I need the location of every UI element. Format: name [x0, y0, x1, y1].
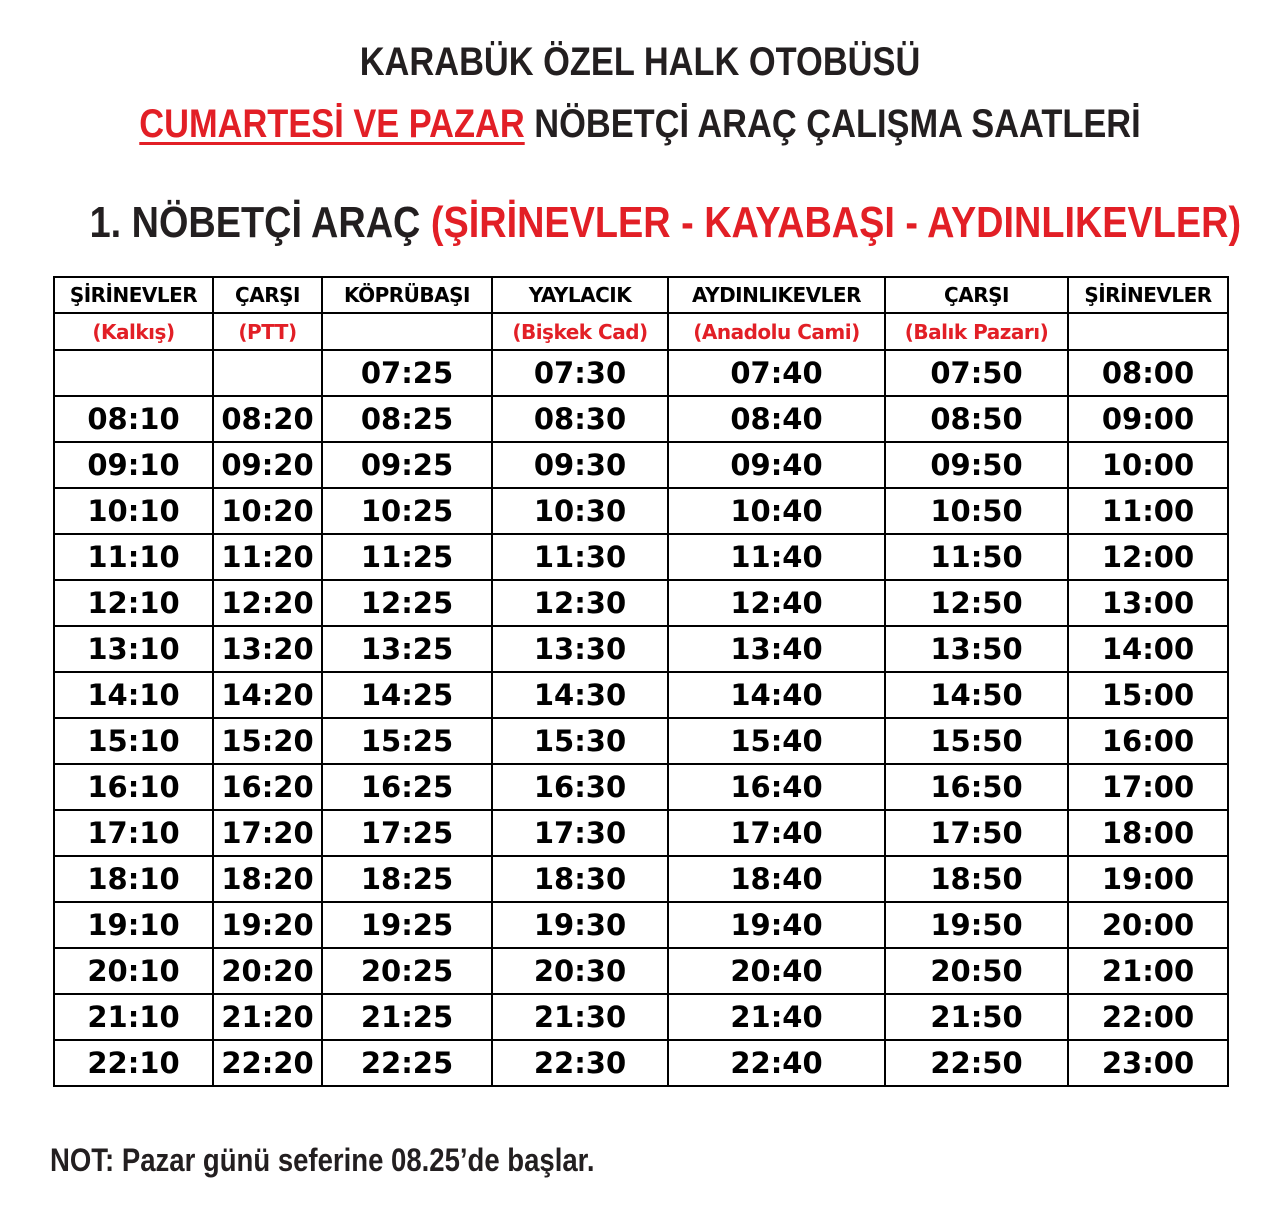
- column-subheader: (Kalkış): [54, 313, 213, 350]
- time-cell: 15:50: [885, 718, 1068, 764]
- subtitle: [90, 102, 1191, 147]
- time-cell: 13:20: [213, 626, 322, 672]
- column-header: KÖPRÜBAŞI: [322, 277, 492, 313]
- time-cell: 11:10: [54, 534, 213, 580]
- subtitle-highlight: CUMARTESİ VE PAZAR: [139, 102, 525, 146]
- time-cell: 13:25: [322, 626, 492, 672]
- time-cell: 22:10: [54, 1040, 213, 1086]
- column-header: ÇARŞI: [213, 277, 322, 313]
- time-cell: 09:10: [54, 442, 213, 488]
- time-cell: 14:10: [54, 672, 213, 718]
- time-cell: 16:10: [54, 764, 213, 810]
- table-row: [54, 994, 1228, 1040]
- time-cell: 18:00: [1068, 810, 1228, 856]
- time-cell: 17:25: [322, 810, 492, 856]
- time-cell: 08:00: [1068, 350, 1228, 396]
- table-row: [54, 442, 1228, 488]
- footnote: NOT: Pazar günü seferine 08.25’de başlar.: [50, 1142, 595, 1178]
- time-cell: 14:25: [322, 672, 492, 718]
- table-row: [54, 488, 1228, 534]
- time-cell: 18:10: [54, 856, 213, 902]
- time-cell: 16:50: [885, 764, 1068, 810]
- time-cell: 18:25: [322, 856, 492, 902]
- table-row: [54, 534, 1228, 580]
- time-cell: 20:30: [492, 948, 668, 994]
- schedule-table-body: [54, 277, 1228, 1086]
- time-cell: 14:50: [885, 672, 1068, 718]
- time-cell: 10:20: [213, 488, 322, 534]
- time-cell: 18:30: [492, 856, 668, 902]
- table-subheader-row: [54, 313, 1228, 350]
- time-cell: 16:40: [668, 764, 885, 810]
- main-title-text: KARABÜK ÖZEL HALK OTOBÜSÜ: [359, 40, 921, 84]
- time-cell: 19:20: [213, 902, 322, 948]
- time-cell: 20:20: [213, 948, 322, 994]
- time-cell: 07:25: [322, 350, 492, 396]
- table-row: [54, 902, 1228, 948]
- time-cell: 11:20: [213, 534, 322, 580]
- time-cell: 10:10: [54, 488, 213, 534]
- time-cell: 12:30: [492, 580, 668, 626]
- time-cell: 10:25: [322, 488, 492, 534]
- time-cell: 09:50: [885, 442, 1068, 488]
- section-route: (ŞİRİNEVLER - KAYABAŞI - AYDINLIKEVLER): [430, 198, 1242, 247]
- time-cell: 17:30: [492, 810, 668, 856]
- column-header: ÇARŞI: [885, 277, 1068, 313]
- table-row: [54, 672, 1228, 718]
- column-subheader: (Bişkek Cad): [492, 313, 668, 350]
- time-cell: 09:25: [322, 442, 492, 488]
- time-cell: 07:30: [492, 350, 668, 396]
- subtitle-rest: NÖBETÇİ ARAÇ ÇALIŞMA SAATLERİ: [524, 102, 1141, 146]
- time-cell: 19:10: [54, 902, 213, 948]
- time-cell: 22:30: [492, 1040, 668, 1086]
- table-row: [54, 718, 1228, 764]
- time-cell: 10:40: [668, 488, 885, 534]
- table-row: [54, 1040, 1228, 1086]
- column-header: ŞİRİNEVLER: [54, 277, 213, 313]
- table-row: [54, 764, 1228, 810]
- time-cell: 07:40: [668, 350, 885, 396]
- time-cell: 21:00: [1068, 948, 1228, 994]
- time-cell: 08:20: [213, 396, 322, 442]
- time-cell: 09:30: [492, 442, 668, 488]
- time-cell: 16:00: [1068, 718, 1228, 764]
- table-row: [54, 396, 1228, 442]
- table-row: [54, 580, 1228, 626]
- table-header-row: [54, 277, 1228, 313]
- time-cell: 09:00: [1068, 396, 1228, 442]
- time-cell: 23:00: [1068, 1040, 1228, 1086]
- time-cell: 19:25: [322, 902, 492, 948]
- time-cell: 21:40: [668, 994, 885, 1040]
- time-cell: 21:50: [885, 994, 1068, 1040]
- time-cell: 10:50: [885, 488, 1068, 534]
- time-cell: 13:40: [668, 626, 885, 672]
- section-prefix: 1. NÖBETÇİ ARAÇ: [89, 198, 431, 247]
- time-cell: 14:00: [1068, 626, 1228, 672]
- time-cell: 07:50: [885, 350, 1068, 396]
- time-cell: [54, 350, 213, 396]
- time-cell: 15:10: [54, 718, 213, 764]
- time-cell: 10:00: [1068, 442, 1228, 488]
- time-cell: 08:25: [322, 396, 492, 442]
- time-cell: 17:40: [668, 810, 885, 856]
- section-title: [89, 198, 1242, 248]
- time-cell: [213, 350, 322, 396]
- table-row: [54, 856, 1228, 902]
- time-cell: 16:25: [322, 764, 492, 810]
- time-cell: 20:50: [885, 948, 1068, 994]
- time-cell: 11:25: [322, 534, 492, 580]
- time-cell: 15:30: [492, 718, 668, 764]
- time-cell: 13:50: [885, 626, 1068, 672]
- time-cell: 15:00: [1068, 672, 1228, 718]
- time-cell: 17:00: [1068, 764, 1228, 810]
- column-subheader: (Balık Pazarı): [885, 313, 1068, 350]
- column-header: AYDINLIKEVLER: [668, 277, 885, 313]
- time-cell: 11:50: [885, 534, 1068, 580]
- time-cell: 18:40: [668, 856, 885, 902]
- column-subheader: [322, 313, 492, 350]
- time-cell: 22:40: [668, 1040, 885, 1086]
- time-cell: 19:40: [668, 902, 885, 948]
- time-cell: 20:40: [668, 948, 885, 994]
- time-cell: 17:20: [213, 810, 322, 856]
- table-row: [54, 948, 1228, 994]
- schedule-table: [53, 276, 1229, 1087]
- time-cell: 18:20: [213, 856, 322, 902]
- table-row: [54, 350, 1228, 396]
- time-cell: 20:25: [322, 948, 492, 994]
- time-cell: 18:50: [885, 856, 1068, 902]
- time-cell: 15:25: [322, 718, 492, 764]
- time-cell: 22:20: [213, 1040, 322, 1086]
- table-row: [54, 810, 1228, 856]
- time-cell: 22:00: [1068, 994, 1228, 1040]
- time-cell: 13:10: [54, 626, 213, 672]
- time-cell: 12:50: [885, 580, 1068, 626]
- time-cell: 14:30: [492, 672, 668, 718]
- time-cell: 09:40: [668, 442, 885, 488]
- time-cell: 17:50: [885, 810, 1068, 856]
- time-cell: 13:30: [492, 626, 668, 672]
- time-cell: 12:00: [1068, 534, 1228, 580]
- table-row: [54, 626, 1228, 672]
- time-cell: 11:30: [492, 534, 668, 580]
- time-cell: 21:10: [54, 994, 213, 1040]
- time-cell: 08:10: [54, 396, 213, 442]
- time-cell: 12:40: [668, 580, 885, 626]
- time-cell: 22:50: [885, 1040, 1068, 1086]
- time-cell: 14:40: [668, 672, 885, 718]
- time-cell: 08:50: [885, 396, 1068, 442]
- time-cell: 20:00: [1068, 902, 1228, 948]
- time-cell: 11:00: [1068, 488, 1228, 534]
- column-subheader: [1068, 313, 1228, 350]
- column-header: ŞİRİNEVLER: [1068, 277, 1228, 313]
- time-cell: 12:20: [213, 580, 322, 626]
- time-cell: 12:25: [322, 580, 492, 626]
- time-cell: 19:00: [1068, 856, 1228, 902]
- time-cell: 10:30: [492, 488, 668, 534]
- time-cell: 19:50: [885, 902, 1068, 948]
- time-cell: 21:30: [492, 994, 668, 1040]
- time-cell: 08:30: [492, 396, 668, 442]
- time-cell: 20:10: [54, 948, 213, 994]
- time-cell: 14:20: [213, 672, 322, 718]
- time-cell: 16:20: [213, 764, 322, 810]
- time-cell: 15:20: [213, 718, 322, 764]
- column-header: YAYLACIK: [492, 277, 668, 313]
- time-cell: 09:20: [213, 442, 322, 488]
- time-cell: 13:00: [1068, 580, 1228, 626]
- time-cell: 16:30: [492, 764, 668, 810]
- column-subheader: (PTT): [213, 313, 322, 350]
- time-cell: 15:40: [668, 718, 885, 764]
- time-cell: 22:25: [322, 1040, 492, 1086]
- time-cell: 21:25: [322, 994, 492, 1040]
- time-cell: 17:10: [54, 810, 213, 856]
- time-cell: 19:30: [492, 902, 668, 948]
- time-cell: 12:10: [54, 580, 213, 626]
- main-title: [90, 40, 1191, 85]
- time-cell: 11:40: [668, 534, 885, 580]
- time-cell: 21:20: [213, 994, 322, 1040]
- column-subheader: (Anadolu Cami): [668, 313, 885, 350]
- time-cell: 08:40: [668, 396, 885, 442]
